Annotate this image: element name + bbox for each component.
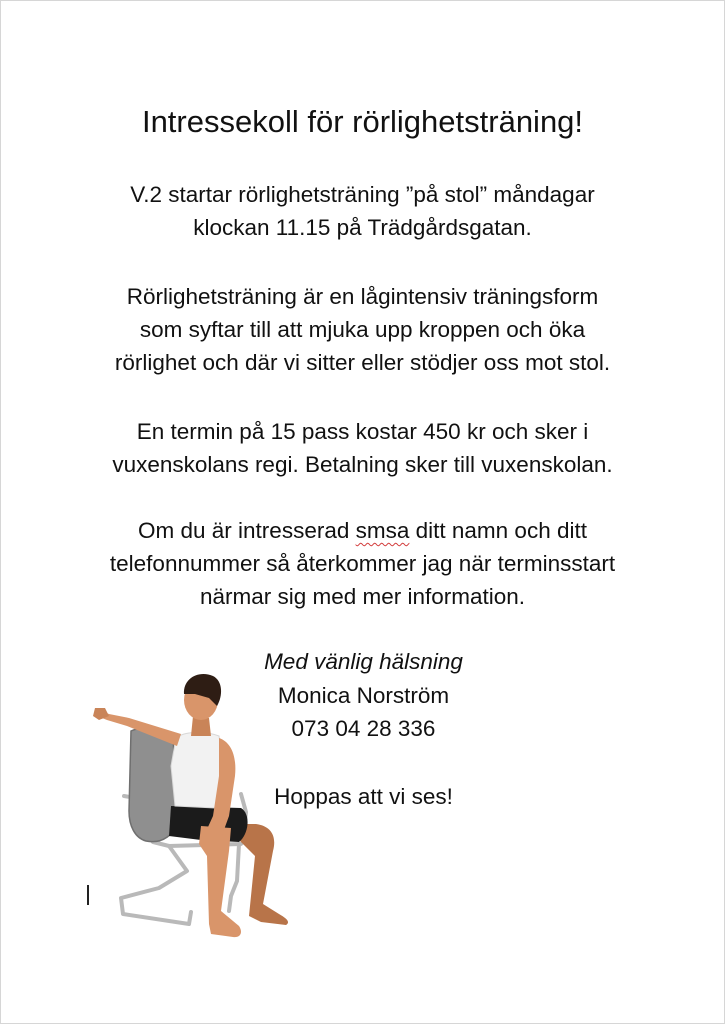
text-segment: Om du är intresserad [138,518,356,543]
text-line: rörlighet och där vi sitter eller stödjer oss mot stol. [114,350,611,375]
signer-name: Monica Norström [277,683,450,708]
text-cursor[interactable] [87,885,89,905]
spellcheck-marked-word[interactable]: smsa [355,518,410,543]
greeting: Med vänlig hälsning [264,649,463,674]
text-line [1,514,724,547]
text-line: som syftar till att mjuka upp kroppen och öka [139,317,586,342]
paragraph-description [1,280,724,379]
paragraph-contact [1,514,724,613]
text-line: vuxenskolans regi. Betalning sker till vuxenskolan. [112,452,613,477]
page-title: Intressekoll för rörlighetsträning! [141,104,584,139]
torso [171,732,223,808]
text-line: Rörlighetsträning är en lågintensiv träningsform [126,284,599,309]
text-line: En termin på 15 pass kostar 450 kr och sker i [136,419,589,444]
paragraph-cost [1,415,724,481]
text-line: V.2 startar rörlighetsträning ”på stol” måndagar [130,182,595,207]
text-segment: ditt namn och ditt [409,518,587,543]
paragraph-start-info [1,178,724,244]
text-line: telefonnummer så återkommer jag när terminsstart [109,551,616,576]
text-line: närmar sig med mer information. [199,584,526,609]
seated-stretch-figure-icon [91,666,301,951]
closing-line: Hoppas att vi ses! [274,784,453,809]
text-line: klockan 11.15 på Trädgårdsgatan. [193,215,532,240]
phone-number: 073 04 28 336 [291,716,436,741]
